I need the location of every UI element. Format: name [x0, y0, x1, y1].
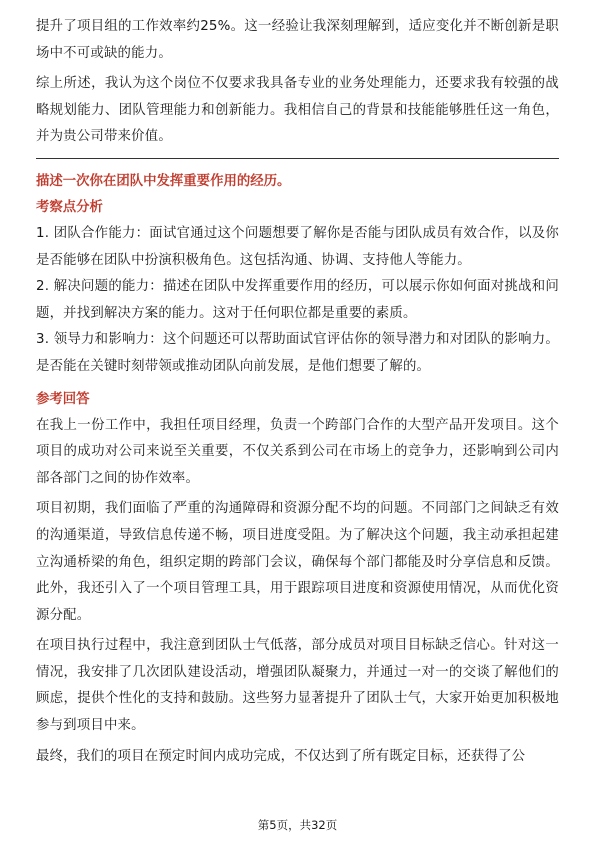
answer-heading: 参考回答	[36, 391, 90, 407]
answer-paragraph-2: 项目初期，我们面临了严重的沟通障碍和资源分配不均的问题。不同部门之间缺乏有效的沟通渠道，导致信息传递不畅，项目进度受阻。为了解决这个问题，我主动承担起建立沟通桥梁的角色，组织定期的跨部门会议，确保每个部门都能及时分享信息和反馈。此外，我还引入了一个项目管理工具，用于跟踪项目进度和资源使用情况，从而优化资源分配。	[36, 501, 559, 623]
analysis-point-3: 3. 领导力和影响力：这个问题还可以帮助面试官评估你的领导潜力和对团队的影响力。是否能在关键时刻带领或推动团队向前发展，是他们想要了解的。	[36, 332, 559, 374]
answer-paragraph-1: 在我上一份工作中，我担任项目经理，负责一个跨部门合作的大型产品开发项目。这个项目的成功对公司来说至关重要，不仅关系到公司在市场上的竞争力，还影响到公司内部各部门之间的协作效率。	[36, 417, 559, 486]
answer-paragraph-4: 最终，我们的项目在预定时间内成功完成，不仅达到了所有既定目标，还获得了公	[36, 748, 526, 764]
analysis-heading: 考察点分析	[36, 199, 103, 215]
analysis-point-2: 2. 解决问题的能力：描述在团队中发挥重要作用的经历，可以展示你如何面对挑战和问题，并找到解决方案的能力。这对于任何职位都是重要的素质。	[36, 279, 559, 321]
analysis-point-1: 1. 团队合作能力：面试官通过这个问题想要了解你是否能与团队成员有效合作，以及你是否能够在团队中扮演积极角色。这包括沟通、协调、支持他人等能力。	[36, 225, 559, 268]
page-number: 第5页，共32页	[257, 818, 338, 832]
question-title: 描述一次你在团队中发挥重要作用的经历。	[36, 173, 291, 189]
answer-paragraph-3: 在项目执行过程中，我注意到团队士气低落，部分成员对项目目标缺乏信心。针对这一情况，我安排了几次团队建设活动，增强团队凝聚力，并通过一对一的交谈了解他们的顾虑，提供个性化的支持和鼓励。这些努力显著提升了团队士气，大家开始更加积极地参与到项目中来。	[36, 638, 559, 734]
intro-paragraph-2: 综上所述，我认为这个岗位不仅要求我具备专业的业务处理能力，还要求我有较强的战略规划能力、团队管理能力和创新能力。我相信自己的背景和技能能够胜任这一角色，并为贵公司带来价值。	[36, 76, 559, 145]
document-page	[36, 14, 559, 770]
intro-paragraph-1: 提升了项目组的工作效率约25%。这一经验让我深刻理解到，适应变化并不断创新是职场中不可或缺的能力。	[36, 19, 559, 61]
section-divider	[36, 158, 559, 159]
